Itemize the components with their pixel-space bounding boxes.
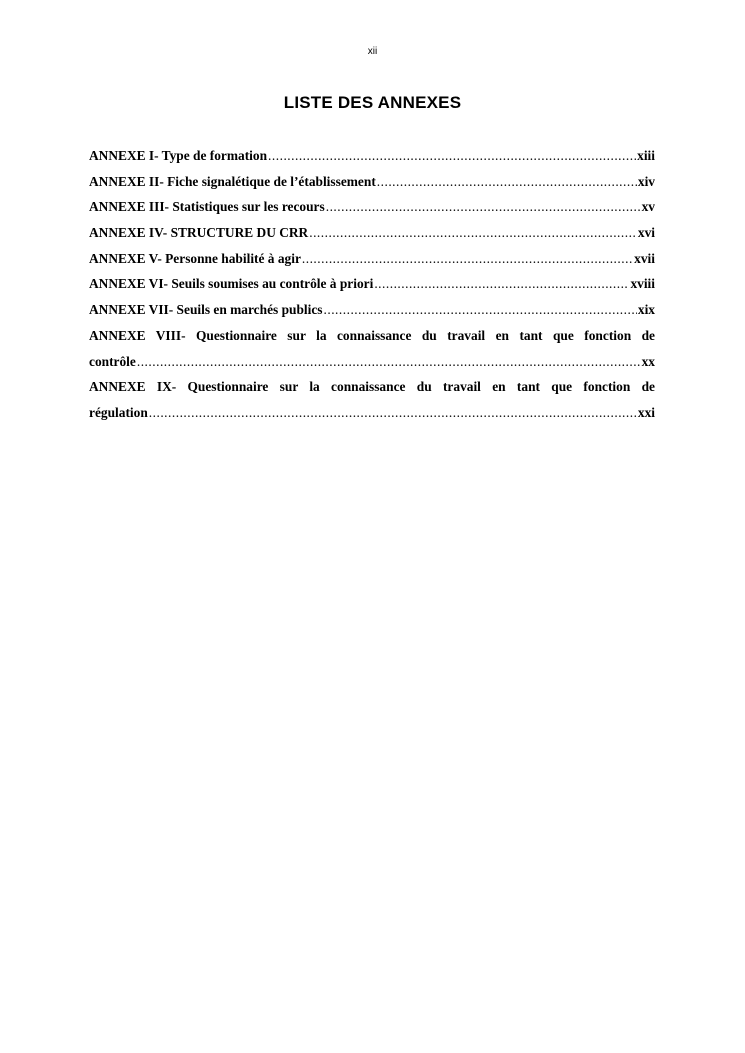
toc-entry-label: ANNEXE VII- Seuils en marchés publics <box>89 302 323 318</box>
toc-entry-annexe-1[interactable] <box>89 143 655 169</box>
dot-leader <box>377 169 637 195</box>
toc-entry-label-line1: ANNEXE IX- Questionnaire sur la connaissance du travail en tant que fonction de <box>89 379 655 395</box>
page-number: xii <box>367 46 378 57</box>
page-title: LISTE DES ANNEXES <box>283 93 462 112</box>
toc-entry-annexe-7[interactable] <box>89 297 655 323</box>
toc-entry-page: xvii <box>634 250 655 266</box>
toc-entry-page: xiv <box>637 173 655 189</box>
toc-entry-page: xix <box>637 302 655 318</box>
toc-entry-label-line2: contrôle <box>89 353 136 369</box>
dot-leader <box>268 143 636 169</box>
toc-entry-page: xv <box>641 199 655 215</box>
dot-leader <box>324 297 637 323</box>
toc-entry-label: ANNEXE I- Type de formation <box>89 148 268 163</box>
toc-entry-annexe-3[interactable] <box>89 194 655 220</box>
toc-entry-label: ANNEXE VI- Seuils soumises au contrôle à priori <box>89 276 374 292</box>
toc-entry-annexe-6[interactable] <box>89 271 655 297</box>
dot-leader <box>374 271 629 297</box>
toc-entry-label-line1: ANNEXE VIII- Questionnaire sur la connaissance du travail en tant que fonction de <box>89 327 655 343</box>
toc-entry-annexe-8[interactable] <box>89 323 655 374</box>
annex-list <box>89 143 655 426</box>
toc-entry-label: ANNEXE V- Personne habilité à agir <box>89 250 301 266</box>
toc-entry-annexe-5[interactable] <box>89 246 655 272</box>
toc-entry-label: ANNEXE IV- STRUCTURE DU CRR <box>89 225 309 241</box>
toc-entry-page: xvi <box>637 225 655 241</box>
toc-entry-page: xiii <box>637 148 655 163</box>
toc-entry-label: ANNEXE II- Fiche signalétique de l’établissement <box>89 173 376 189</box>
toc-entry-page: xviii <box>630 276 655 292</box>
toc-entry-label-line2: régulation <box>89 404 148 420</box>
toc-entry-annexe-9[interactable] <box>89 374 655 425</box>
toc-entry-label: ANNEXE III- Statistiques sur les recours <box>89 199 325 215</box>
dot-leader <box>309 220 637 246</box>
dot-leader <box>149 400 637 426</box>
toc-entry-annexe-2[interactable] <box>89 169 655 195</box>
dot-leader <box>137 349 641 375</box>
toc-entry-annexe-4[interactable] <box>89 220 655 246</box>
dot-leader <box>326 194 641 220</box>
toc-entry-page: xx <box>641 353 655 369</box>
toc-entry-page: xxi <box>637 404 655 420</box>
dot-leader <box>302 246 633 272</box>
